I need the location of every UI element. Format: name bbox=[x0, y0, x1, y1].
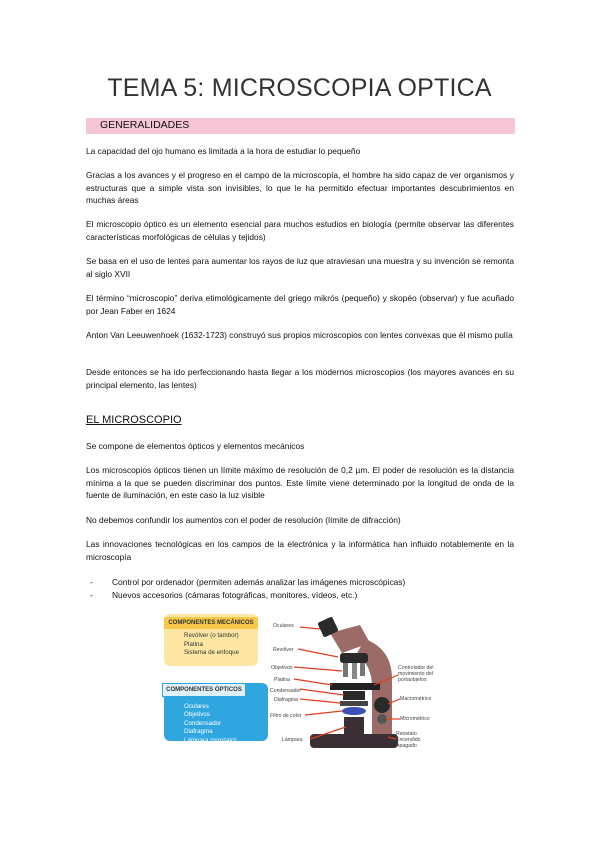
paragraph: La capacidad del ojo humano es limitada a la hora de estudiar lo pequeño bbox=[86, 146, 361, 156]
component-item: Objetivos bbox=[184, 711, 210, 719]
objective bbox=[360, 663, 365, 676]
component-item: Sistema de enfoque bbox=[184, 649, 240, 656]
component-item: Diafragma bbox=[184, 728, 213, 736]
list-item-text: Nuevos accesorios (cámaras fotográficas, monitores, vídeos, etc.) bbox=[112, 589, 358, 600]
label-objetivos: Objetivos bbox=[271, 665, 293, 671]
list-item bbox=[86, 589, 514, 602]
label-controlador: Controlador del movimiento del portaobjetos bbox=[398, 665, 434, 683]
macrometric-knob bbox=[374, 697, 390, 713]
label-revolver: Revólver bbox=[273, 647, 294, 653]
page-title: TEMA 5: MICROSCOPIA OPTICA bbox=[107, 74, 492, 102]
label-platina: Platina bbox=[274, 677, 290, 683]
section-header-label: GENERALIDADES bbox=[100, 119, 190, 131]
component-item: Condensador bbox=[184, 719, 222, 727]
component-item: Lámpara (reostato) bbox=[184, 736, 237, 744]
paragraph: El término “microscopio” deriva etimológicamente del griego mikrós (pequeño) y skopéo (observar) y fue acuñado por Jean Faber en 1624 bbox=[86, 293, 514, 316]
label-diafragma: Diafragma bbox=[274, 697, 298, 703]
paragraph: Gracias a los avances y el progreso en el campo de la microscopía, el hombre ha sido capaz de ver organismos y estructuras que a simple vista son invisibles, lo que le ha permitido efectuar importantes descubrimientos en muchas áreas bbox=[86, 170, 514, 205]
lamp bbox=[344, 717, 364, 734]
paragraph: Desde entonces se ha ido perfeccionando hasta llegar a los modernos microscopios (los mayores avances en su principal elemento, las lentes) bbox=[86, 367, 514, 390]
bullet-list bbox=[86, 576, 514, 601]
mechanical-components-title: COMPONENTES MECÁNICOS bbox=[164, 617, 258, 629]
paragraph: El microscopio óptico es un elemento esencial para muchos estudios en biología (permite observar las diferentes características morfológicas de células y tejidos) bbox=[86, 219, 514, 242]
stage bbox=[330, 683, 380, 690]
label-micrometrico: Micrométrico bbox=[400, 716, 430, 722]
label-reostato: Reostato Encendido Apagado bbox=[396, 731, 421, 749]
section-header-microscopio: EL MICROSCOPIO bbox=[86, 414, 182, 426]
label-filtro-color: Filtro de color bbox=[270, 713, 302, 719]
paragraph: Anton Van Leeuwenhoek (1632-1723) construyó sus propios microscopios con lentes convexas que él mismo pulía bbox=[86, 330, 513, 340]
component-item: Revólver (o tambor) bbox=[184, 632, 239, 639]
color-filter bbox=[342, 707, 366, 715]
paragraph: Las innovaciones tecnológicas en los campos de la electrónica y la informática han influido notablemente en la microscopía bbox=[86, 539, 514, 562]
list-item-text: Control por ordenador (permiten además analizar las imágenes microscópicas) bbox=[112, 577, 406, 587]
condenser bbox=[343, 691, 365, 700]
label-condensador: Condensador bbox=[270, 688, 302, 694]
revolver bbox=[340, 653, 368, 663]
label-oculares: Oculares bbox=[273, 623, 294, 629]
bullet-dash: - bbox=[90, 589, 93, 600]
objective bbox=[352, 663, 357, 679]
objective bbox=[343, 663, 348, 677]
microscope-base bbox=[310, 734, 398, 748]
section-header-generalidades bbox=[86, 118, 515, 134]
component-item: Oculares bbox=[184, 703, 209, 710]
paragraph: Los microscopios ópticos tienen un límite máximo de resolución de 0,2 µm. El poder de resolución es la distancia mínima a la que se pueden discriminar dos puntos. Este límite viene determinado por la longitud de onda de la fuente de iluminación, en este caso la luz visible bbox=[86, 465, 514, 500]
label-macrometrico: Macrométrico bbox=[400, 696, 432, 702]
paragraph: No debemos confundir los aumentos con el poder de resolución (límite de difracción) bbox=[86, 515, 401, 525]
list-item bbox=[86, 576, 514, 589]
micrometric-knob bbox=[377, 714, 387, 724]
paragraph: Se compone de elementos ópticos y elementos mecánicos bbox=[86, 441, 305, 451]
optical-components-title: COMPONENTES ÓPTICOS bbox=[162, 683, 246, 697]
diaphragm bbox=[340, 701, 368, 706]
label-lampara: Lámpara bbox=[282, 737, 303, 743]
bullet-dash: - bbox=[90, 577, 93, 587]
component-item: Platina bbox=[184, 640, 203, 648]
paragraph: Se basa en el uso de lentes para aumentar los rayos de luz que atraviesan una muestra y su invención se remonta al siglo XVII bbox=[86, 256, 514, 279]
microscope-figure bbox=[160, 609, 445, 767]
